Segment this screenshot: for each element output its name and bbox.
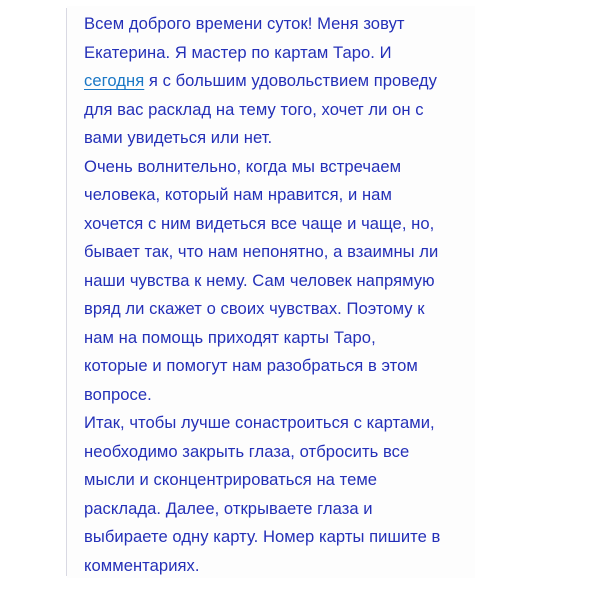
text-line: выбираете одну карту. Номер карты пишите в: [84, 527, 441, 546]
text-line: для вас расклад на тему того, хочет ли он с: [84, 99, 424, 119]
text-line: необходимо закрыть глаза, отбросить все: [84, 441, 410, 461]
text-line: хочется с ним видеться все чаще и чаще, но,: [84, 213, 435, 233]
quote-bar: [66, 8, 67, 576]
text-line: наши чувства к нему. Сам человек напрямую: [84, 270, 435, 290]
text-line: вряд ли скажет о своих чувствах. Поэтому к: [84, 299, 425, 318]
text-line: бывает так, что нам непонятно, а взаимны ли: [84, 242, 439, 261]
text-line: расклада. Далее, открываете глаза и: [84, 498, 373, 518]
text-line-rest: я с большим удовольствием проведу: [144, 71, 437, 90]
text-line: нам на помощь приходят карты Таро,: [84, 327, 376, 347]
text-line: которые и помогут нам разобраться в этом: [84, 356, 418, 375]
text-line: комментариях.: [84, 555, 200, 575]
text-line: [84, 67, 479, 96]
text-line: человека, который нам нравится, и нам: [84, 185, 392, 204]
text-line: Екатерина. Я мастер по картам Таро. И: [84, 42, 392, 62]
post-text: [84, 10, 479, 580]
text-line: вопросе.: [84, 384, 152, 404]
text-line: Всем доброго времени суток! Меня зовут: [84, 14, 405, 33]
text-line: Итак, чтобы лучше сонастроиться с картами,: [84, 413, 435, 432]
today-link[interactable]: сегодня: [84, 71, 145, 90]
text-line: Очень волнительно, когда мы встречаем: [84, 156, 402, 176]
text-line: мысли и сконцентрироваться на теме: [84, 470, 378, 489]
text-line: вами увидеться или нет.: [84, 128, 273, 147]
